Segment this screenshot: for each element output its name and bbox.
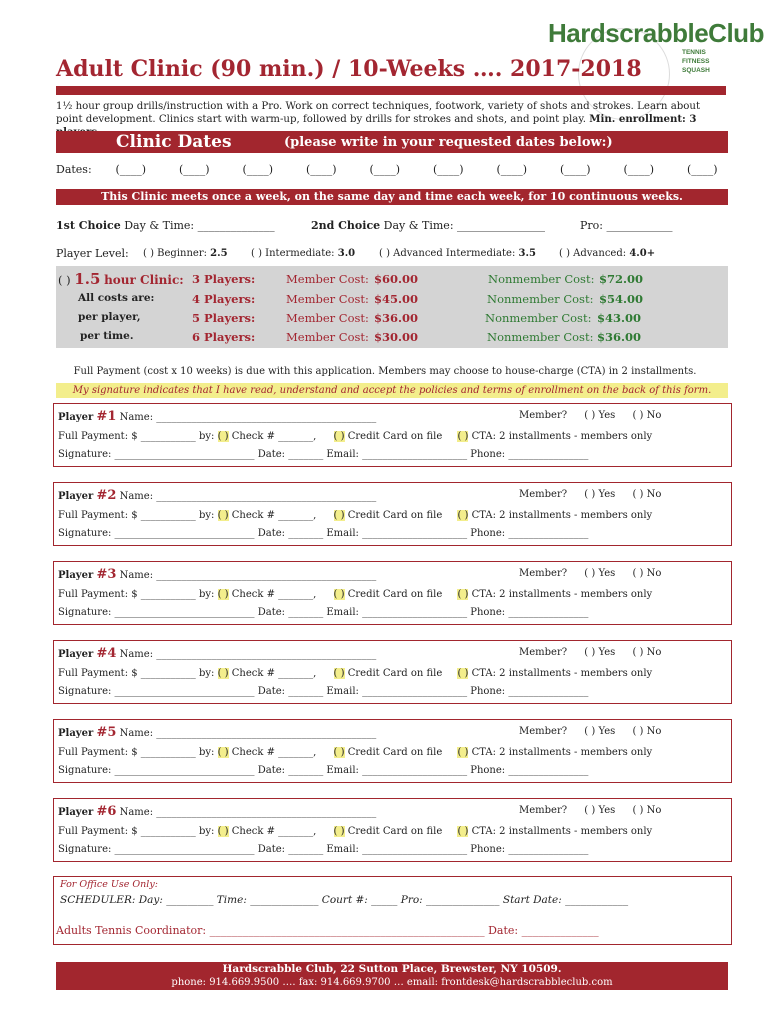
player-word: Player [58,491,94,502]
second-choice-label: 2nd Choice [311,219,381,232]
player-form [53,798,732,862]
player-form [53,403,732,467]
member-question [519,489,661,500]
credit-card-checkbox[interactable]: ( ) [333,747,345,758]
cost-note-line: per time. [80,330,134,342]
page-title: Adult Clinic (90 min.) / 10-Weeks …. 2017-2018 [56,56,642,82]
payment-row [58,510,652,521]
payment-amount-field[interactable]: Full Payment: $ ___________ [58,589,196,600]
player-name-row [58,725,376,740]
credit-card-label: Credit Card on file [347,668,443,679]
player-name-row [58,646,376,661]
player-name-field[interactable]: Name: ____________________________________________ [119,649,377,660]
pricing-table [56,266,728,348]
logo-wordmark: HardscrabbleClub [548,18,764,48]
signature-row[interactable]: Signature: ____________________________ Date: _______ Email: _____________________ Phone: ________________ [58,686,589,697]
logo-sub-squash: SQUASH [682,67,710,74]
member-no-option[interactable]: ( ) No [632,489,662,500]
choices-row [56,219,275,232]
clinic-option-checkbox[interactable]: ( ) [58,273,71,287]
credit-card-checkbox[interactable]: ( ) [333,668,345,679]
check-number-field[interactable]: Check # _______, [231,747,317,758]
payment-row [58,826,652,837]
payment-row [58,668,652,679]
credit-card-label: Credit Card on file [347,510,443,521]
footer-contact: phone: 914.669.9500 …. fax: 914.669.9700 … email: frontdesk@hardscrabbleclub.com [171,977,613,988]
cta-label: CTA: 2 installments - members only [471,431,653,442]
footer [56,962,728,990]
signature-note: My signature indicates that I have read, understand and accept the policies and terms of enrollment on the back of this form. [56,383,728,398]
logo-sub-tennis: TENNIS [682,49,706,56]
member-question [519,568,661,579]
credit-card-label: Credit Card on file [347,747,443,758]
member-yes-option[interactable]: ( ) Yes [584,410,616,421]
nonmember-cost-label: Nonmember Cost: [487,330,594,344]
member-label: Member? [519,647,568,658]
credit-card-checkbox[interactable]: ( ) [333,510,345,521]
member-yes-option[interactable]: ( ) Yes [584,489,616,500]
level-beginner-value: 2.5 [210,248,228,259]
player-word: Player [58,412,94,423]
player-number: #2 [96,488,117,503]
check-option-checkbox[interactable]: ( ) [217,589,229,600]
nonmember-cost: $43.00 [597,311,642,325]
payment-by-label: by: [198,826,215,837]
title-divider [56,86,726,95]
office-use-section [53,876,732,945]
member-cost-label: Member Cost: [286,311,369,325]
level-beginner-label: ( ) Beginner: [143,248,207,259]
nonmember-cost-label: Nonmember Cost: [487,292,594,306]
cta-checkbox[interactable]: ( ) [457,431,469,442]
player-name-field[interactable]: Name: ____________________________________________ [119,807,377,818]
level-beginner[interactable] [143,248,228,259]
cost-note-line: All costs are: [78,292,155,304]
date-slot[interactable]: (____) [496,163,528,176]
date-slot[interactable]: (____) [242,163,274,176]
signature-row[interactable]: Signature: ____________________________ Date: _______ Email: _____________________ Phone: ________________ [58,528,589,539]
member-no-option[interactable]: ( ) No [632,726,662,737]
credit-card-label: Credit Card on file [347,589,443,600]
first-choice-label: 1st Choice [56,219,121,232]
player-number: #1 [96,409,117,424]
cta-checkbox[interactable]: ( ) [457,589,469,600]
clinic-option[interactable] [58,270,184,288]
signature-row[interactable]: Signature: ____________________________ Date: _______ Email: _____________________ Phone: ________________ [58,765,589,776]
payment-by-label: by: [198,589,215,600]
nonmember-cost-label: Nonmember Cost: [488,272,595,286]
date-slot[interactable]: (____) [687,163,718,176]
payment-amount-field[interactable]: Full Payment: $ ___________ [58,510,196,521]
player-name-row [58,804,376,819]
check-option-checkbox[interactable]: ( ) [217,510,229,521]
level-adv-intermediate[interactable] [379,248,536,259]
date-slot[interactable]: (____) [115,163,147,176]
check-option-checkbox[interactable]: ( ) [217,668,229,679]
description-text: 1½ hour group drills/instruction with a Pro. Work on correct techniques, footwork, variety of shots and strokes. Learn about point development. Clinics start with warm-up, followed by drills for strokes and shots, and point play. [56,101,701,125]
player-word: Player [58,649,94,660]
member-yes-option[interactable]: ( ) Yes [584,568,616,579]
second-choice-group [311,219,545,232]
player-word: Player [58,570,94,581]
member-label: Member? [519,805,568,816]
level-advanced-label: ( ) Advanced: [559,248,627,259]
member-question [519,805,661,816]
player-name-row [58,409,376,424]
payment-row [58,431,652,442]
member-cost: $60.00 [374,272,419,286]
player-form [53,640,732,704]
cta-checkbox[interactable]: ( ) [457,747,469,758]
player-name-field[interactable]: Name: ____________________________________________ [119,491,377,502]
member-yes-option[interactable]: ( ) Yes [584,647,616,658]
payment-by-label: by: [198,510,215,521]
member-label: Member? [519,568,568,579]
player-form [53,482,732,546]
players-count: 4 Players: [192,292,256,306]
date-slot[interactable]: (____) [560,163,591,176]
member-label: Member? [519,726,568,737]
member-cost-label: Member Cost: [286,272,369,286]
payment-amount-field[interactable]: Full Payment: $ ___________ [58,826,196,837]
player-name-field[interactable]: Name: ____________________________________________ [119,570,377,581]
nonmember-cost-label: Nonmember Cost: [485,311,592,325]
payment-row [58,747,652,758]
check-number-field[interactable]: Check # _______, [231,431,317,442]
member-no-option[interactable]: ( ) No [632,568,662,579]
min-enrollment: Min. enrollment: 3 [589,113,697,125]
coordinator-row[interactable]: Adults Tennis Coordinator: __________________________________________________ Date: ______________ [56,924,599,937]
clinic-dates-heading: Clinic Dates [116,132,232,152]
cta-label: CTA: 2 installments - members only [471,826,653,837]
cta-checkbox[interactable]: ( ) [457,510,469,521]
nonmember-cost: $54.00 [599,292,644,306]
player-number: #5 [96,725,117,740]
cta-label: CTA: 2 installments - members only [471,747,653,758]
credit-card-checkbox[interactable]: ( ) [333,826,345,837]
level-advanced-value: 4.0+ [629,248,656,259]
cta-checkbox[interactable]: ( ) [457,668,469,679]
player-form [53,719,732,783]
level-intermediate-value: 3.0 [337,248,356,259]
clinic-dates-header [56,131,728,153]
clinic-option-label: hour Clinic: [104,273,184,287]
logo-subtitle [682,48,710,75]
member-label: Member? [519,489,568,500]
player-form [53,561,732,625]
player-word: Player [58,728,94,739]
player-number: #4 [96,646,117,661]
check-number-field[interactable]: Check # _______, [231,668,317,679]
level-adv-intermediate-value: 3.5 [518,248,536,259]
date-slot[interactable]: (____) [179,163,210,176]
date-slot[interactable]: (____) [306,163,337,176]
meeting-schedule-note: This Clinic meets once a week, on the same day and time each week, for 10 continuous weeks. [56,189,728,205]
check-option-checkbox[interactable]: ( ) [217,826,229,837]
cost-note-line: per player, [78,311,141,323]
payment-amount-field[interactable]: Full Payment: $ ___________ [58,747,196,758]
cta-label: CTA: 2 installments - members only [471,668,653,679]
member-question [519,726,661,737]
footer-address: Hardscrabble Club, 22 Sutton Place, Brewster, NY 10509. [222,963,562,975]
date-slot[interactable]: (____) [623,163,655,176]
member-cost: $30.00 [374,330,419,344]
signature-row[interactable]: Signature: ____________________________ Date: _______ Email: _____________________ Phone: ________________ [58,449,589,460]
players-count: 3 Players: [192,272,256,286]
check-option-checkbox[interactable]: ( ) [217,431,229,442]
check-number-field[interactable]: Check # _______, [231,826,317,837]
payment-by-label: by: [198,668,215,679]
players-count: 6 Players: [192,330,256,344]
pro-field[interactable]: Pro: ____________ [580,219,673,232]
member-cost-label: Member Cost: [286,330,369,344]
date-slot[interactable]: (____) [433,163,464,176]
player-level-label: Player Level: [56,247,129,260]
member-cost-label: Member Cost: [286,292,369,306]
first-choice-field[interactable]: Day & Time: ______________ [124,219,275,232]
player-number: #6 [96,804,117,819]
member-question [519,647,661,658]
member-no-option[interactable]: ( ) No [632,410,662,421]
credit-card-label: Credit Card on file [347,431,443,442]
cta-checkbox[interactable]: ( ) [457,826,469,837]
player-name-row [58,488,376,503]
level-adv-intermediate-label: ( ) Advanced Intermediate: [379,248,516,259]
date-slot[interactable]: (____) [369,163,401,176]
scheduler-row[interactable]: SCHEDULER: Day: _________ Time: _____________ Court #: _____ Pro: ______________ Start Date: ____________ [60,894,629,906]
players-count: 5 Players: [192,311,256,325]
signature-row[interactable]: Signature: ____________________________ Date: _______ Email: _____________________ Phone: ________________ [58,607,589,618]
check-number-field[interactable]: Check # _______, [231,510,317,521]
level-intermediate[interactable] [251,248,355,259]
payment-amount-field[interactable]: Full Payment: $ ___________ [58,668,196,679]
member-label: Member? [519,410,568,421]
payment-row [58,589,652,600]
payment-by-label: by: [198,431,215,442]
dates-label: Dates: [56,163,92,176]
check-number-field[interactable]: Check # _______, [231,589,317,600]
member-cost: $36.00 [374,311,419,325]
member-yes-option[interactable]: ( ) Yes [584,726,616,737]
payment-by-label: by: [198,747,215,758]
member-question [519,410,661,421]
check-option-checkbox[interactable]: ( ) [217,747,229,758]
player-number: #3 [96,567,117,582]
signature-row[interactable]: Signature: ____________________________ Date: _______ Email: _____________________ Phone: ________________ [58,844,589,855]
dates-row [56,163,747,176]
cta-label: CTA: 2 installments - members only [471,589,653,600]
level-advanced[interactable] [559,248,655,259]
payment-amount-field[interactable]: Full Payment: $ ___________ [58,431,196,442]
player-name-field[interactable]: Name: ____________________________________________ [119,728,377,739]
member-no-option[interactable]: ( ) No [632,647,662,658]
clinic-duration: 1.5 [74,270,101,288]
credit-card-checkbox[interactable]: ( ) [333,589,345,600]
member-cost: $45.00 [374,292,419,306]
nonmember-cost: $36.00 [597,330,642,344]
player-word: Player [58,807,94,818]
member-yes-option[interactable]: ( ) Yes [584,805,616,816]
clinic-dates-instruction: (please write in your requested dates below:) [284,135,613,150]
member-no-option[interactable]: ( ) No [632,805,662,816]
second-choice-field[interactable]: Day & Time: ________________ [383,219,546,232]
full-payment-note: Full Payment (cost x 10 weeks) is due with this application. Members may choose to house-charge (CTA) in 2 installments. [73,366,697,377]
player-name-field[interactable]: Name: ____________________________________________ [119,412,377,423]
player-name-row [58,567,376,582]
level-intermediate-label: ( ) Intermediate: [251,248,335,259]
credit-card-checkbox[interactable]: ( ) [333,431,345,442]
credit-card-label: Credit Card on file [347,826,443,837]
office-use-header: For Office Use Only: [60,879,158,890]
cta-label: CTA: 2 installments - members only [471,510,653,521]
logo-sub-fitness: FITNESS [682,58,710,65]
nonmember-cost: $72.00 [599,272,644,286]
